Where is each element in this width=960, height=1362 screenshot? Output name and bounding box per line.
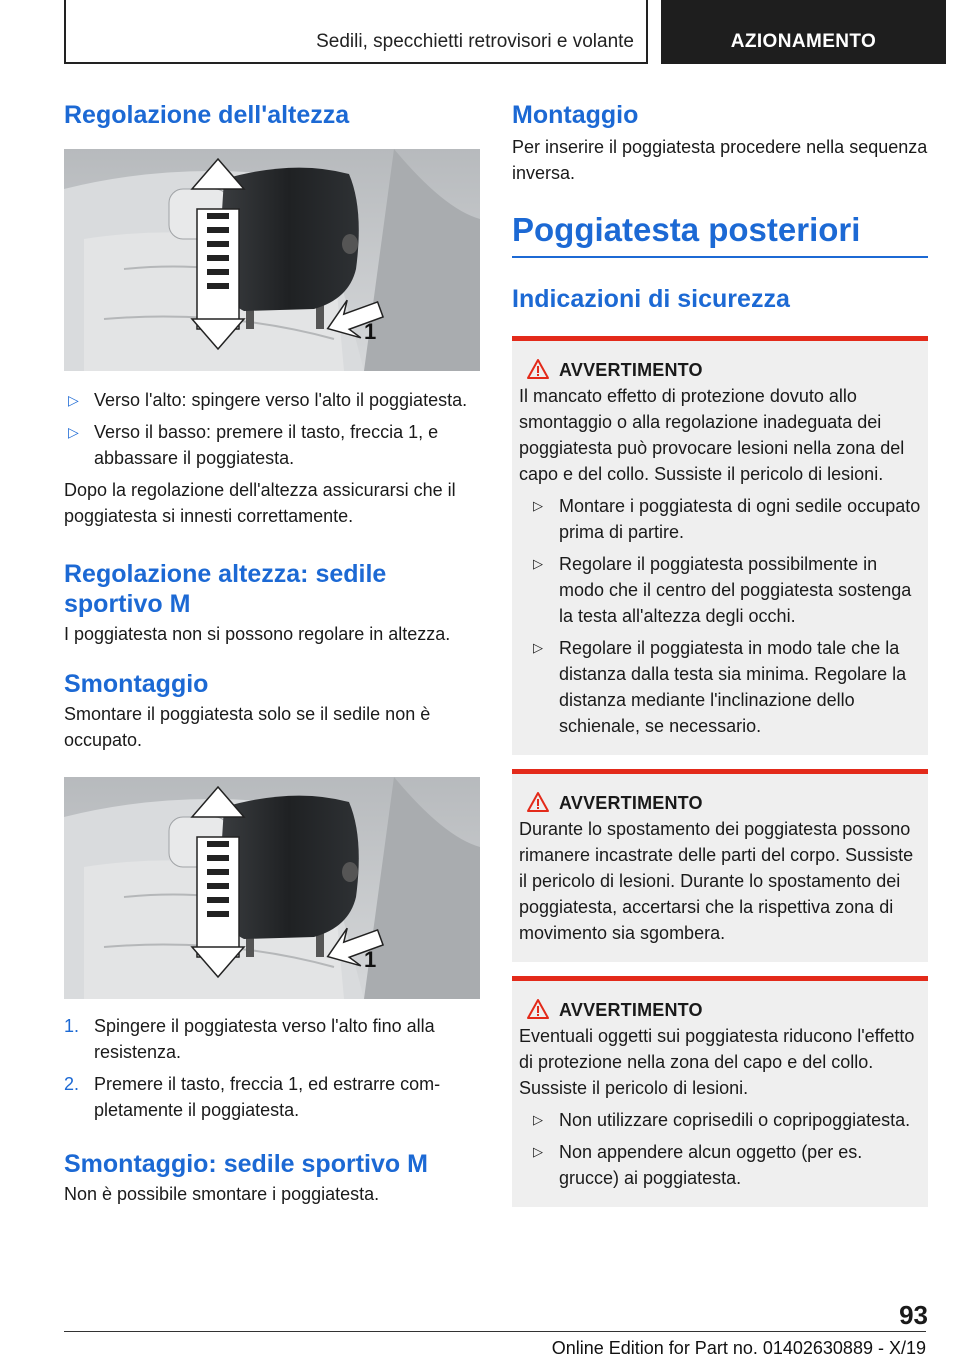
warning-list [519, 1107, 922, 1191]
header-chapter-tab[interactable] [661, 0, 946, 64]
triangle-right-outline-icon: ▷ [533, 640, 543, 655]
header-section-title: Sedili, specchietti retrovisori e volante [316, 31, 634, 52]
removal-steps [64, 1013, 482, 1123]
heading-height-adjustment: Regolazione dell'altezza [64, 101, 350, 129]
triangle-right-outline-icon: ▷ [68, 392, 79, 408]
right-column [512, 100, 928, 1207]
rear-headrests-heading-block [512, 210, 928, 258]
warning-text: Durante lo spostamento dei poggiatesta possono rimanere incastrate delle parti del corpo. Sussiste il pericolo di lesioni. Durante lo spostamento dei poggiatesta, accertarsi che la rispettiva zona di movimento sia sgombera. [519, 819, 914, 943]
list-item: ▷ Verso il basso: premere il tasto, freccia 1, e abbassare il poggiatesta. [64, 419, 482, 471]
warning-list [519, 493, 922, 739]
height-adjust-list [64, 387, 482, 471]
list-item: ▷ Regolare il poggiatesta possibilmente in modo che il centro del poggiatesta sostenga la testa all'altezza degli occhi. [519, 551, 922, 629]
left-column [64, 100, 482, 1207]
list-item: 2. Premere il tasto, freccia 1, ed estrarre completamente il poggiatesta. [64, 1074, 441, 1120]
list-item: ▷ Regolare il poggiatesta in modo tale che la distanza dalla testa sia minima. Regolare la distanza mediante l'inclinazione dello schienale, se necessario. [519, 635, 922, 739]
triangle-right-outline-icon: ▷ [533, 498, 543, 513]
triangle-right-outline-icon: ▷ [68, 424, 79, 440]
warning-text: Il mancato effetto di protezione dovuto allo smontaggio o alla regolazione inadeguata dei poggiatesta può provocare lesioni nella zona del capo e del collo. Sussiste il pericolo di lesioni. [519, 386, 905, 484]
triangle-right-outline-icon: ▷ [533, 556, 543, 571]
warning-box-2 [512, 769, 928, 962]
heading-removal: Smontaggio [64, 670, 209, 698]
sport-seat-height-text: I poggiatesta non si possono regolare in altezza. [64, 624, 451, 644]
list-item: 1. Spingere il poggiatesta verso l'alto fino alla resistenza. [64, 1016, 435, 1062]
warning-title: AVVERTIMENTO [519, 790, 922, 816]
list-item: ▷ Non appendere alcun oggetto (per es. grucce) ai poggiatesta. [519, 1139, 922, 1191]
heading-mounting: Montaggio [512, 101, 639, 129]
warning-box-3 [512, 976, 928, 1207]
heading-sport-seat-height: Regolazione altezza: sedile sportivo M [64, 560, 387, 618]
warning-title: AVVERTIMENTO [519, 357, 922, 383]
warning-text: Eventuali oggetti sui poggiatesta riducono l'effetto di protezione nella zona del capo e del collo. Sussiste il pericolo di lesioni. [519, 1026, 915, 1098]
warning-title: AVVERTIMENTO [519, 997, 922, 1023]
footer-edition: Online Edition for Part no. 01402630889 - X/19 [551, 1338, 926, 1358]
figure-headrest-height [64, 149, 480, 371]
footer-divider [64, 1331, 926, 1332]
headrest-illustration-1 [64, 149, 480, 371]
warning-triangle-icon [526, 791, 550, 813]
triangle-right-outline-icon: ▷ [533, 1144, 543, 1159]
list-item: ▷ Montare i poggiatesta di ogni sedile occupato prima di partire. [519, 493, 922, 545]
heading-safety-notes: Indicazioni di sicurezza [512, 285, 790, 313]
header-chapter-label: AZIONAMENTO [730, 31, 877, 52]
figure-headrest-removal [64, 777, 480, 999]
fig2-callout-number: 1 [364, 947, 377, 972]
header-section-box [64, 0, 648, 64]
list-item: ▷ Non utilizzare coprisedili o copripoggiatesta. [519, 1107, 922, 1133]
heading-rear-headrests: Poggiatesta posteriori [512, 211, 861, 248]
warning-triangle-icon [526, 358, 550, 380]
list-item: ▷ Verso l'alto: spingere verso l'alto il poggiatesta. [64, 387, 482, 413]
height-adjust-note: Dopo la regolazione dell'altezza assicurarsi che il poggiatesta si innesti correttamente. [64, 480, 456, 526]
mounting-text: Per inserire il poggiatesta procedere nella sequenza inversa. [512, 137, 928, 183]
fig1-callout-number: 1 [364, 319, 377, 344]
triangle-right-outline-icon: ▷ [533, 1112, 543, 1127]
removal-text: Smontare il poggiatesta solo se il sedile non è occupato. [64, 704, 431, 750]
warning-triangle-icon [526, 998, 550, 1020]
removal-sport-seat-text: Non è possibile smontare i poggiatesta. [64, 1184, 380, 1204]
warning-box-1 [512, 336, 928, 755]
heading-removal-sport-seat: Smontaggio: sedile sportivo M [64, 1150, 428, 1178]
headrest-illustration-2 [64, 777, 480, 999]
page-number: 93 [899, 1300, 928, 1330]
